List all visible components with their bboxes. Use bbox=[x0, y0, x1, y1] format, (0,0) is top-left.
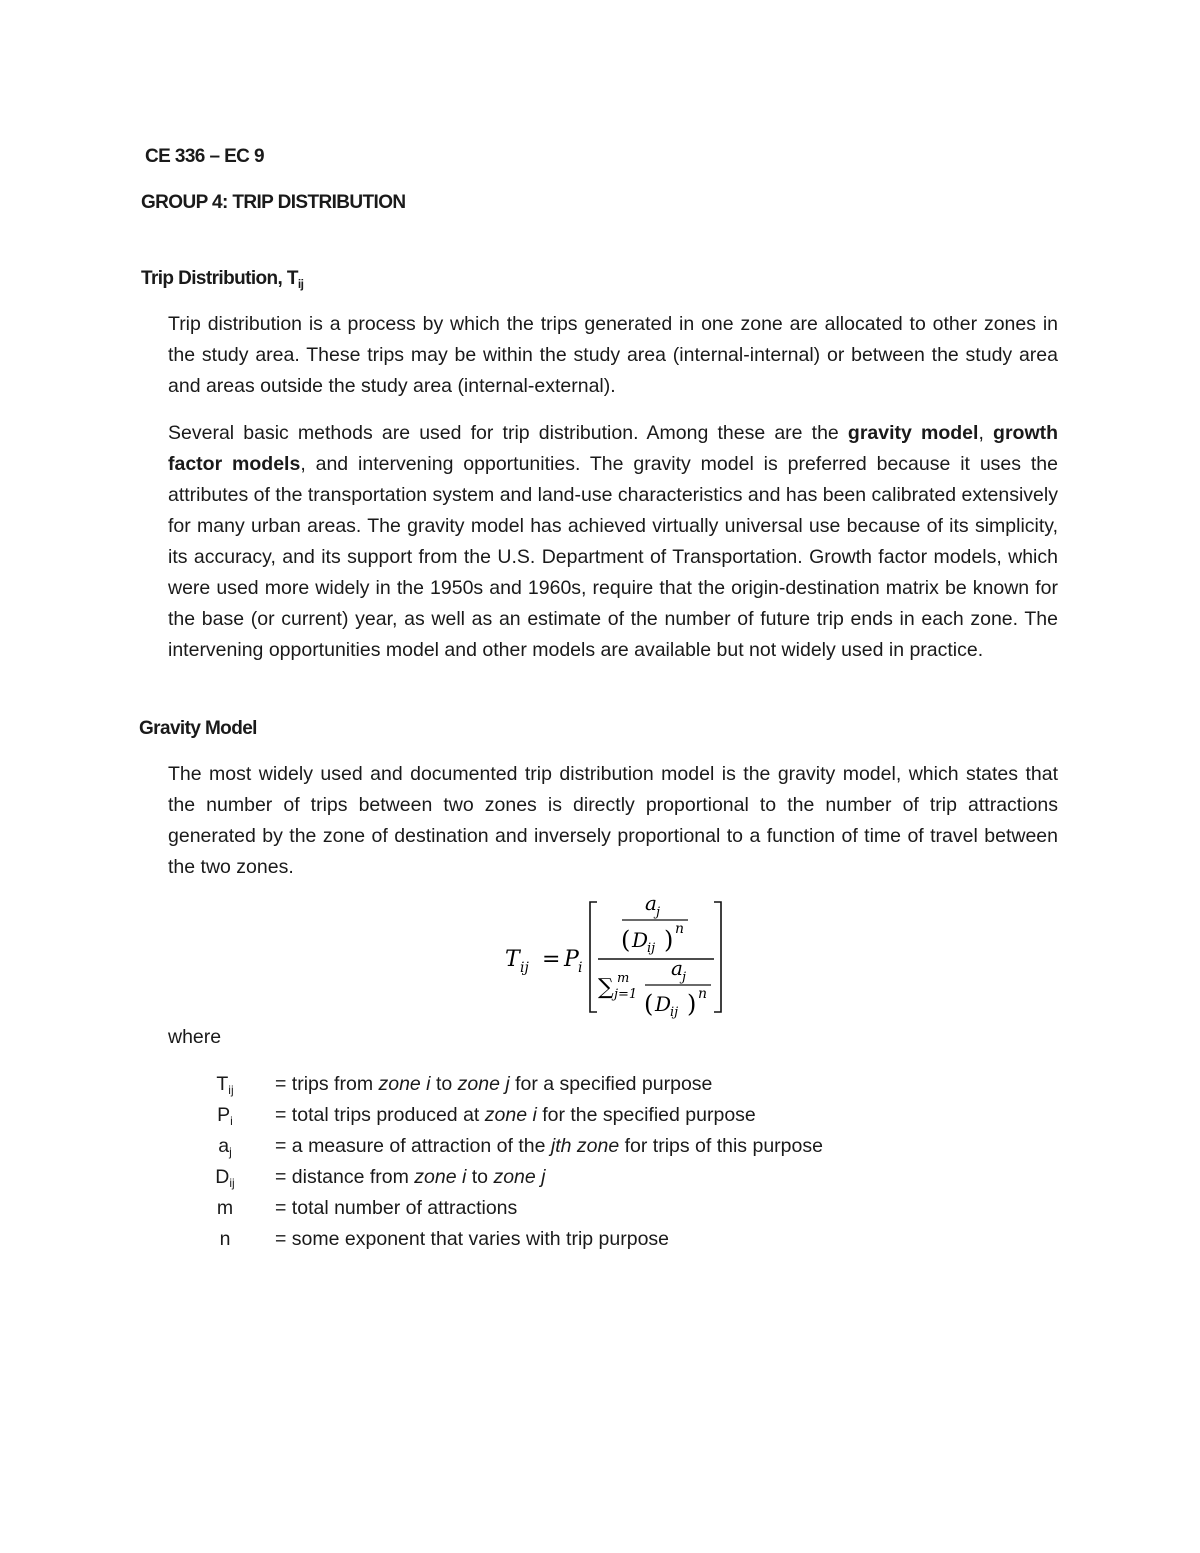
definition-symbol: $D_{ij}$ bbox=[215, 1166, 235, 1190]
methods-text-b: , bbox=[978, 422, 994, 444]
definition-symbol: $P_i$ bbox=[217, 1104, 233, 1128]
definition-text: = trips from zone i to zone j for a specified purpose bbox=[275, 1073, 713, 1095]
definition-row bbox=[205, 1224, 1005, 1255]
formula-num-a-sub: j bbox=[656, 905, 661, 920]
course-code: CE 336 – EC 9 bbox=[145, 146, 264, 167]
definition-row bbox=[205, 1162, 1005, 1193]
formula-den-rparen: ) bbox=[687, 990, 697, 1018]
formula-P: P bbox=[564, 947, 579, 972]
definition-text: = a measure of attraction of the jth zone for trips of this purpose bbox=[275, 1135, 823, 1157]
definition-row bbox=[205, 1069, 1005, 1100]
formula-sum-upper: m bbox=[617, 971, 630, 986]
formula-equals: = bbox=[542, 947, 561, 972]
heading-text: Trip Distribution, T bbox=[141, 268, 298, 289]
formula-num-rparen: ) bbox=[664, 926, 674, 954]
methods-text-a: Several basic methods are used for trip distribution. Among these are the bbox=[168, 422, 848, 444]
formula-num-D-sub: ij bbox=[647, 941, 656, 956]
methods-bold-growth-factor: growth factor models bbox=[168, 422, 1059, 475]
formula-sigma: ∑ bbox=[598, 975, 614, 1000]
paragraph-trip-distribution-definition: Trip distribution is a process by which the trips generated in one zone are allocated to other zones in the study area. These trips may be within the study area (internal-internal) or between the study area and areas outside the study area (internal-external). bbox=[168, 313, 1058, 397]
heading-subscript: ij bbox=[297, 277, 304, 291]
formula-num-n: n bbox=[675, 921, 685, 937]
formula-num-a: a bbox=[645, 891, 657, 915]
formula-P-sub: i bbox=[578, 960, 583, 976]
definition-row bbox=[205, 1131, 1005, 1162]
section-heading-gravity-model: Gravity Model bbox=[139, 718, 257, 739]
where-label: where bbox=[168, 1026, 222, 1048]
methods-bold-gravity-model: gravity model bbox=[847, 422, 979, 444]
definition-symbol: $T_{ij}$ bbox=[216, 1073, 234, 1097]
paragraph-gravity-model-definition: The most widely used and documented trip distribution model is the gravity model, which states that the number of trips between two zones is directly proportional to the number of trip attractions generated by the zone of destination and inversely proportional to a function of time of travel between the two zones. bbox=[168, 763, 1058, 878]
definition-symbol: m bbox=[216, 1197, 234, 1219]
definition-symbol: n bbox=[219, 1228, 231, 1250]
formula-T-sub: ij bbox=[520, 960, 529, 976]
formula-den-lparen: ( bbox=[644, 990, 654, 1018]
group-title: GROUP 4: TRIP DISTRIBUTION bbox=[141, 192, 406, 213]
formula-right-bracket bbox=[714, 902, 721, 1012]
formula-left-bracket bbox=[590, 902, 597, 1012]
formula-num-D: D bbox=[632, 928, 649, 952]
definition-text: = total number of attractions bbox=[275, 1197, 518, 1219]
formula-den-a-sub: j bbox=[682, 970, 687, 985]
definition-text: = distance from zone i to zone j bbox=[275, 1166, 546, 1188]
definition-row bbox=[205, 1193, 1005, 1224]
paragraph-distribution-methods bbox=[168, 418, 1058, 666]
formula-T: T bbox=[505, 947, 520, 972]
formula-num-lparen: ( bbox=[621, 926, 631, 954]
definitions-list bbox=[205, 1069, 1025, 1259]
definition-row bbox=[205, 1100, 1005, 1131]
formula-sum-lower: j=1 bbox=[614, 987, 638, 1002]
formula-den-D-sub: ij bbox=[670, 1005, 679, 1020]
definition-symbol: $a_j$ bbox=[218, 1135, 232, 1159]
definition-text: = some exponent that varies with trip purpose bbox=[275, 1228, 670, 1250]
formula-den-a: a bbox=[671, 956, 683, 980]
gravity-model-formula bbox=[490, 888, 740, 1020]
formula-den-D: D bbox=[655, 992, 672, 1016]
formula-den-n: n bbox=[698, 986, 708, 1002]
methods-text-c: , and intervening opportunities. The gravity model is preferred because it uses the attributes of the transportation system and land-use characteristics and has been calibrated extensively for many urban areas. The gravity model has achieved virtually universal use because of its simplicity, its accuracy, and its support from the U.S. Department of Transportation. Growth factor models, which were used more widely in the 1950s and 1960s, require that the origin-destination matrix be known for the base (or current) year, as well as an estimate of the number of future trip ends in each zone. The intervening opportunities model and other models are available but not widely used in practice. bbox=[168, 453, 1058, 661]
section-heading-trip-distribution bbox=[141, 268, 303, 290]
definition-text: = total trips produced at zone i for the specified purpose bbox=[275, 1104, 756, 1126]
